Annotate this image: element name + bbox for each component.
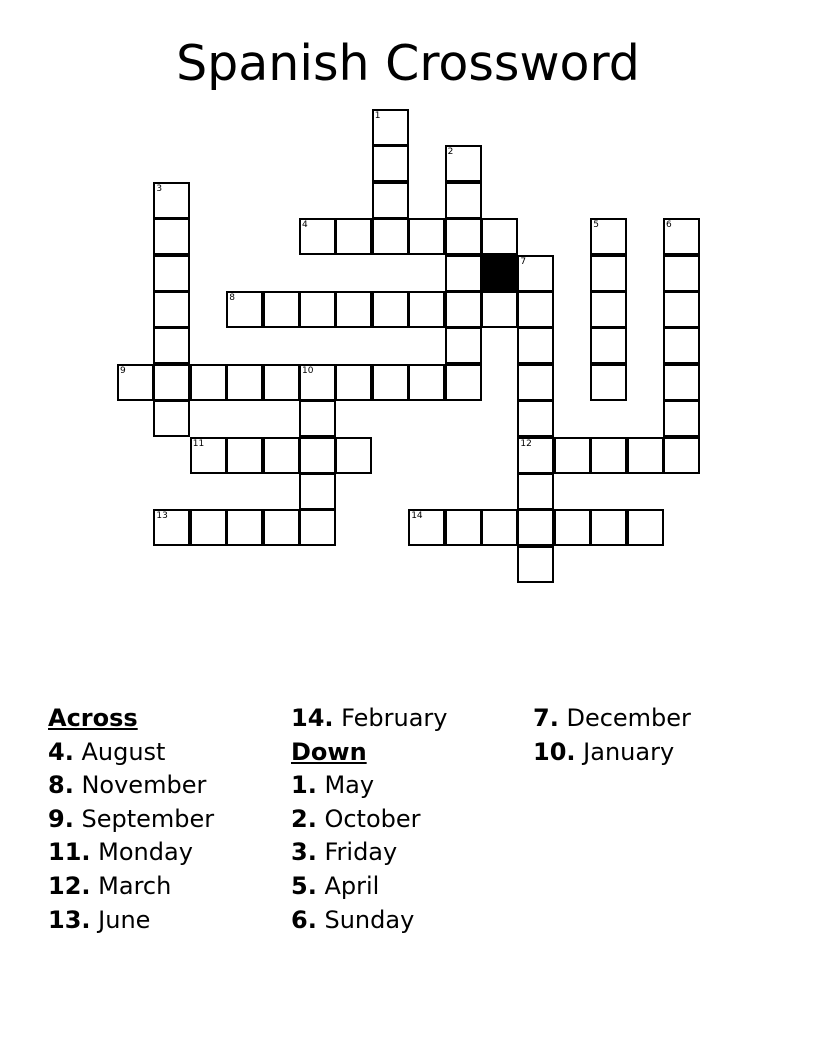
grid-cell[interactable] xyxy=(153,218,190,255)
grid-cell[interactable] xyxy=(299,437,336,474)
grid-cell[interactable] xyxy=(481,218,518,255)
grid-cell[interactable] xyxy=(445,291,482,328)
grid-cell[interactable] xyxy=(663,327,700,364)
grid-cell[interactable] xyxy=(335,291,372,328)
grid-cell[interactable] xyxy=(590,327,627,364)
grid-cell[interactable] xyxy=(153,364,190,401)
clue-across-12: 12. March xyxy=(48,871,172,900)
grid-cell[interactable] xyxy=(299,400,336,437)
grid-cell[interactable] xyxy=(663,400,700,437)
grid-cell[interactable] xyxy=(517,364,554,401)
grid-cell-2[interactable] xyxy=(445,145,482,182)
grid-cell-10[interactable] xyxy=(299,364,336,401)
clue-down-2: 2. October xyxy=(291,804,421,833)
grid-cell[interactable] xyxy=(590,291,627,328)
clue-number: 3 xyxy=(156,183,163,194)
grid-cell[interactable] xyxy=(335,218,372,255)
clue-column-2 xyxy=(291,702,448,937)
clue-across-9: 9. September xyxy=(48,804,215,833)
page-title: Spanish Crossword xyxy=(176,35,640,92)
across-header: Across xyxy=(48,704,138,732)
grid-cell[interactable] xyxy=(517,291,554,328)
clue-number: 1 xyxy=(374,111,381,121)
clue-down-5: 5. April xyxy=(291,871,380,900)
grid-cell-7[interactable] xyxy=(517,255,554,292)
grid-cell[interactable] xyxy=(153,400,190,437)
grid-cell[interactable] xyxy=(590,364,627,401)
grid-cell[interactable] xyxy=(481,509,518,546)
grid-cell[interactable] xyxy=(517,509,554,546)
grid-cell[interactable] xyxy=(627,509,664,546)
grid-cell-8[interactable] xyxy=(226,291,263,328)
clue-number: 8 xyxy=(229,293,235,303)
grid-cell[interactable] xyxy=(445,509,482,546)
grid-cell[interactable] xyxy=(663,437,700,474)
clue-number: 5 xyxy=(593,220,599,231)
down-header: Down xyxy=(291,737,367,766)
grid-cell[interactable] xyxy=(445,182,482,219)
grid-cell[interactable] xyxy=(153,327,190,364)
clue-number: 13 xyxy=(156,511,168,522)
grid-cell[interactable] xyxy=(190,364,227,401)
grid-cell[interactable] xyxy=(226,509,263,546)
grid-cell-1[interactable] xyxy=(372,109,409,146)
grid-cell[interactable] xyxy=(263,509,300,546)
grid-cell[interactable] xyxy=(408,364,445,401)
clue-down-1: 1. May xyxy=(291,771,375,800)
grid-cell[interactable] xyxy=(517,473,554,510)
grid-cell[interactable] xyxy=(372,145,409,182)
clue-number: 4 xyxy=(302,220,308,231)
grid-cell-3[interactable] xyxy=(153,182,190,219)
grid-cell[interactable] xyxy=(408,218,445,255)
grid-cell[interactable] xyxy=(299,291,336,328)
clue-column-3 xyxy=(533,702,691,769)
grid-cell-14[interactable] xyxy=(408,509,445,546)
clue-number: 7 xyxy=(520,256,527,267)
grid-cell[interactable] xyxy=(590,437,627,474)
grid-cell[interactable] xyxy=(226,364,263,401)
clue-across-4: 4. August xyxy=(48,737,166,766)
grid-cell[interactable] xyxy=(190,509,227,546)
clue-across-11: 11. Monday xyxy=(48,838,193,867)
grid-cell[interactable] xyxy=(372,218,409,255)
clue-column-1 xyxy=(48,702,214,937)
grid-cell[interactable] xyxy=(299,509,336,546)
grid-cell[interactable] xyxy=(554,437,591,474)
clue-across-8: 8. November xyxy=(48,771,207,800)
clue-number: 2 xyxy=(447,147,454,158)
clue-number: 11 xyxy=(192,438,205,449)
grid-cell[interactable] xyxy=(445,218,482,255)
grid-cell[interactable] xyxy=(554,509,591,546)
clue-number: 14 xyxy=(411,511,423,522)
grid-cell-4[interactable] xyxy=(299,218,336,255)
grid-cell[interactable] xyxy=(372,364,409,401)
grid-cell[interactable] xyxy=(335,364,372,401)
clue-down-6: 6. Sunday xyxy=(291,905,415,934)
black-cell xyxy=(481,255,518,292)
grid-cell[interactable] xyxy=(153,255,190,292)
grid-cell[interactable] xyxy=(627,437,664,474)
grid-cell[interactable] xyxy=(590,509,627,546)
grid-cell[interactable] xyxy=(517,327,554,364)
grid-cell[interactable] xyxy=(445,364,482,401)
grid-cell[interactable] xyxy=(299,473,336,510)
clue-number: 9 xyxy=(120,365,126,376)
grid-cell[interactable] xyxy=(263,364,300,401)
grid-cell-9[interactable] xyxy=(117,364,154,401)
clue-across-13: 13. June xyxy=(48,905,151,934)
grid-cell[interactable] xyxy=(445,255,482,292)
grid-cell-11[interactable] xyxy=(190,437,227,474)
grid-cell[interactable] xyxy=(226,437,263,474)
grid-cell[interactable] xyxy=(517,546,554,583)
clue-number: 6 xyxy=(666,220,672,231)
grid-cell-12[interactable] xyxy=(517,437,554,474)
grid-cell[interactable] xyxy=(663,255,700,292)
clue-number: 10 xyxy=(302,365,314,376)
grid-cell-13[interactable] xyxy=(153,509,190,546)
grid-cell-5[interactable] xyxy=(590,218,627,255)
grid-cell[interactable] xyxy=(663,364,700,401)
grid-cell[interactable] xyxy=(153,291,190,328)
grid-cell[interactable] xyxy=(517,400,554,437)
clue-down-3: 3. Friday xyxy=(291,838,398,867)
clue-down-10: 10. January xyxy=(533,737,675,766)
grid-cell[interactable] xyxy=(445,327,482,364)
grid-cell[interactable] xyxy=(372,291,409,328)
grid-cell[interactable] xyxy=(663,291,700,328)
grid-cell-6[interactable] xyxy=(663,218,700,255)
grid-cell[interactable] xyxy=(335,437,372,474)
clue-across-14: 14. February xyxy=(291,704,448,732)
grid-cell[interactable] xyxy=(590,255,627,292)
grid-cell[interactable] xyxy=(263,291,300,328)
grid-cell[interactable] xyxy=(408,291,445,328)
grid-cell[interactable] xyxy=(481,291,518,328)
clue-number: 12 xyxy=(520,438,532,449)
clue-down-7: 7. December xyxy=(533,704,691,732)
grid-cell[interactable] xyxy=(263,437,300,474)
grid-cell[interactable] xyxy=(372,182,409,219)
